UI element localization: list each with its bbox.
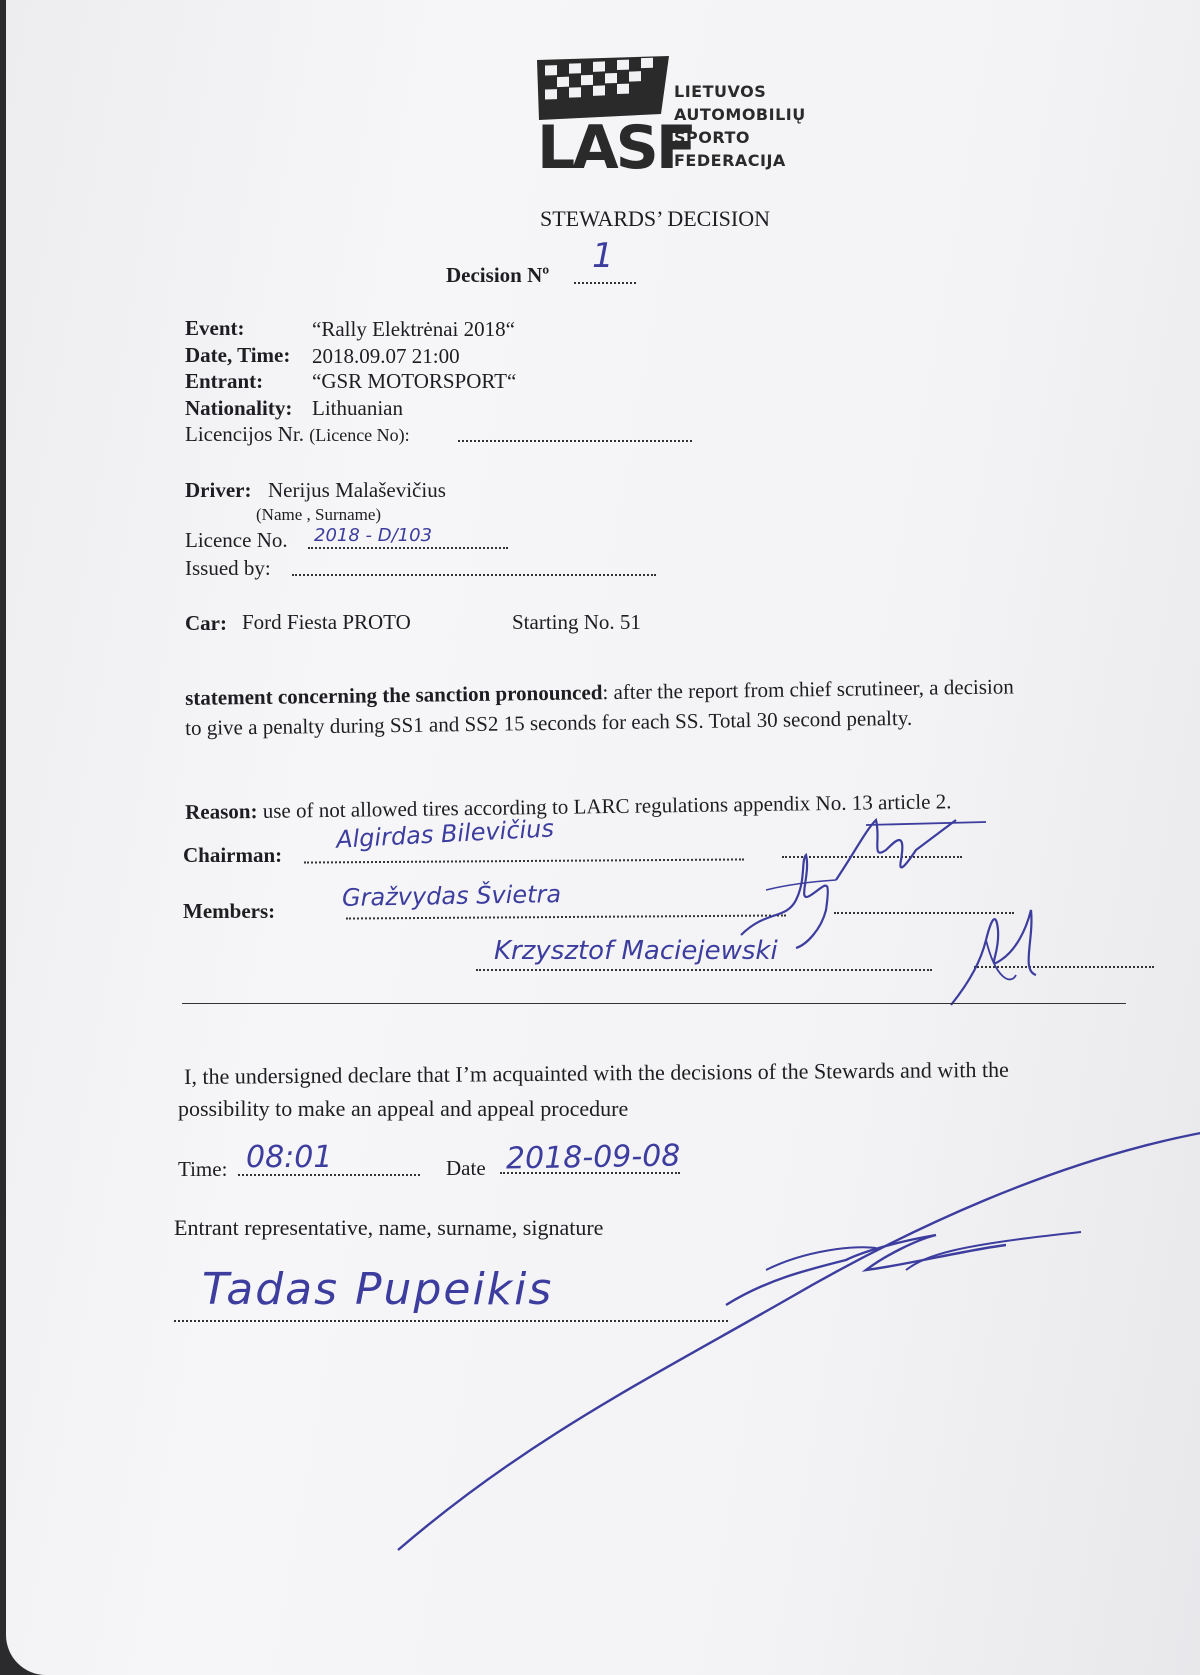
statement-line-2: to give a penalty during SS1 and SS2 15 seconds for each SS. Total 30 second penalty. xyxy=(185,705,913,740)
car-label: Car: xyxy=(185,611,227,635)
reason-label: Reason: xyxy=(185,798,258,824)
driver-note: (Name , Surname) xyxy=(256,505,382,524)
licence-value: 2018 - D/103 xyxy=(314,525,433,546)
starting-number: Starting No. 51 xyxy=(512,610,641,634)
logo-line: FEDERACIJA xyxy=(674,151,786,170)
logo-line: SPORTO xyxy=(674,128,750,147)
date-label: Date xyxy=(446,1156,486,1180)
event-label: Event: xyxy=(185,316,245,340)
chairman-label: Chairman: xyxy=(183,843,283,867)
licencijos-label-main: Licencijos Nr. xyxy=(185,422,304,446)
svg-text:LASF: LASF xyxy=(537,113,694,183)
document-title: STEWARDS’ DECISION xyxy=(540,206,770,231)
time-label: Time: xyxy=(178,1157,228,1181)
representative-label: Entrant representative, name, surname, signature xyxy=(174,1215,604,1240)
document-page xyxy=(6,0,1200,1675)
decision-label: Decision Nº xyxy=(446,263,550,287)
time-value: 08:01 xyxy=(246,1140,333,1175)
statement-text-1: : after the report from chief scrutineer, a decision xyxy=(602,674,1014,705)
representative-signature xyxy=(6,0,1200,1675)
entrant-value: “GSR MOTORSPORT“ xyxy=(312,369,517,393)
nationality-label: Nationality: xyxy=(185,396,293,420)
declaration-line-2: possibility to make an appeal and appeal procedure xyxy=(178,1096,629,1121)
nationality-value: Lithuanian xyxy=(312,396,403,420)
member1-name: Gražvydas Švietra xyxy=(341,880,562,912)
chairman-name: Algirdas Bilevičius xyxy=(335,814,555,854)
event-value: “Rally Elektrėnai 2018“ xyxy=(312,317,515,341)
driver-label: Driver: xyxy=(185,478,252,502)
driver-value: Nerijus Malaševičius xyxy=(268,478,446,502)
licence-label: Licence No. xyxy=(185,528,288,552)
reason-value: use of not allowed tires according to LARC regulations appendix No. 13 article 2. xyxy=(257,789,952,823)
entrant-label: Entrant: xyxy=(185,369,264,393)
members-label: Members: xyxy=(183,899,276,923)
date-value: 2018-09-08 xyxy=(505,1138,681,1177)
datetime-value: 2018.09.07 21:00 xyxy=(312,344,460,368)
datetime-label: Date, Time: xyxy=(185,343,291,367)
statement-label: statement concerning the sanction pronounced xyxy=(185,680,603,710)
member2-name: Krzysztof Maciejewski xyxy=(494,936,778,966)
licencijos-label-sub: (Licence No): xyxy=(309,425,410,445)
logo-line: LIETUVOS xyxy=(674,82,767,101)
logo-line: AUTOMOBILIŲ xyxy=(674,105,806,124)
issued-label: Issued by: xyxy=(185,556,271,580)
declaration-line-1: I, the undersigned declare that I’m acquainted with the decisions of the Stewards and with the xyxy=(184,1056,1009,1089)
car-value: Ford Fiesta PROTO xyxy=(242,610,411,634)
representative-name: Tadas Pupeikis xyxy=(202,1264,554,1315)
decision-number: 1 xyxy=(592,236,614,276)
